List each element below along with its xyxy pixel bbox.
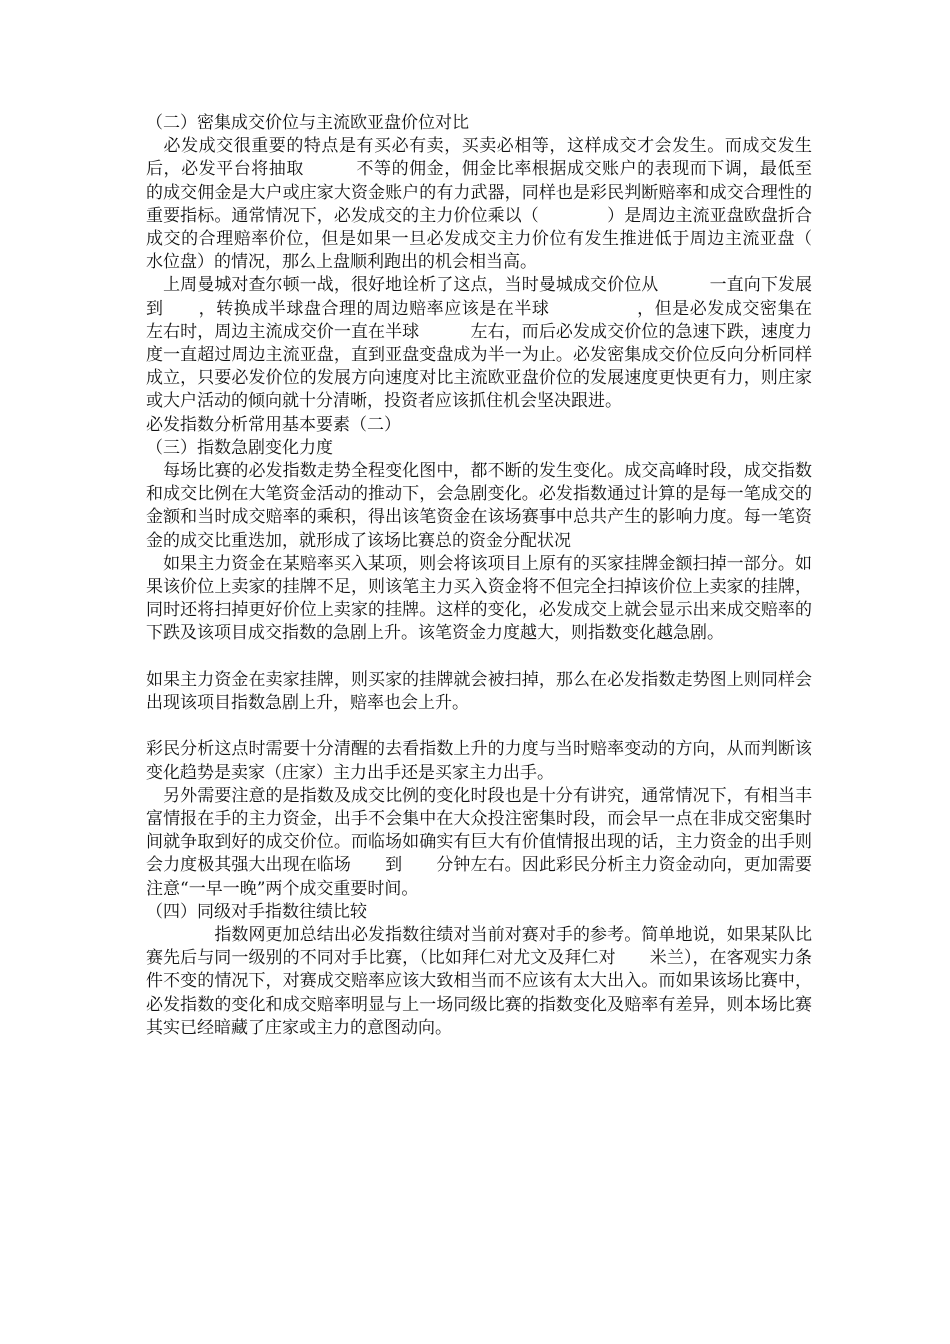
- section-4-heading: （四）同级对手指数往绩比较: [146, 901, 367, 922]
- section-3-heading: （三）指数急剧变化力度: [146, 437, 333, 458]
- blank-line: [146, 646, 812, 669]
- article-subtitle: 必发指数分析常用基本要素（二）: [146, 414, 401, 435]
- section-3-para-4: 彩民分析这点时需要十分清醒的去看指数上升的力度与当时赔率变动的方向，从而判断该变化趋势是卖家（庄家）主力出手还是买家主力出手。: [146, 739, 812, 783]
- section-4-para-1: 指数网更加总结出必发指数往绩对当前对赛对手的参考。简单地说，如果某队比赛先后与同一级别的不同对手比赛，（比如拜仁对尤文及拜仁对 米兰），在客观实力条件不变的情况下，对赛成交赔率应该大致相当而不应该有太大出入。而如果该场比赛中，必发指数的变化和成交赔率明显与上一场同级比赛的指数变化及赔率有差异，则本场比赛其实已经暗藏了庄家或主力的意图动向。: [146, 925, 812, 1038]
- blank-line: [146, 715, 812, 738]
- section-3-para-1: 每场比赛的必发指数走势全程变化图中，都不断的发生变化。成交高峰时段，成交指数和成交比例在大笔资金活动的推动下，会急剧变化。必发指数通过计算的是每一笔成交的金额和当时成交赔率的乘积，得出该笔资金在该场赛事中总共产生的影响力度。每一笔资金的成交比重迭加，就形成了该场比赛总的资金分配状况: [146, 461, 812, 551]
- document-page: [146, 112, 863, 1040]
- section-3-para-2: 如果主力资金在某赔率买入某项，则会将该项目上原有的买家挂牌金额扫掉一部分。如果该价位上卖家的挂牌不足，则该笔主力买入资金将不但完全扫掉该价位上卖家的挂牌，同时还将扫掉更好价位上卖家的挂牌。这样的变化，必发成交上就会显示出来成交赔率的下跌及该项目成交指数的急剧上升。该笔资金力度越大，则指数变化越急剧。: [146, 553, 812, 644]
- section-2-heading: （二）密集成交价位与主流欧亚盘价位对比: [146, 113, 469, 133]
- section-3-para-3: 如果主力资金在卖家挂牌，则买家的挂牌就会被扫掉，那么在必发指数走势图上则同样会出现该项目指数急剧上升，赔率也会上升。: [146, 669, 812, 714]
- section-2-para-1: 必发成交很重要的特点是有买必有卖，买卖必相等，这样成交才会发生。而成交发生后，必发平台将抽取 不等的佣金，佣金比率根据成交账户的表现而下调，最低至 的成交佣金是大户或庄家大资金账户的有力武器，同样也是彩民判断赔率和成交合理性的重要指标。通常情况下，必发成交的主力价位乘以（ ）是周边主流亚盘欧盘折合成交的合理赔率价位，但是如果一旦必发成交主力价位有发生推进低于周边主流亚盘（ 水位盘）的情况，那么上盘顺利跑出的机会相当高。: [146, 136, 852, 273]
- section-2-para-2: 上周曼城对查尔顿一战，很好地诠析了这点，当时曼城成交价位从 一直向下发展到 ，转换成半球盘合理的周边赔率应该是在半球 ，但是必发成交密集在 左右时，周边主流成交价一直在半球 左右，而后必发成交价位的急速下跌，速度力度一直超过周边主流亚盘，直到亚盘变盘成为半一为止。必发密集成交价位反向分析同样成立，只要必发价位的发展方向速度对比主流欧亚盘价位的发展速度更快更有力，则庄家或大户活动的倾向就十分清晰，投资者应该抓住机会坚决跟进。: [146, 275, 863, 412]
- section-3-para-5: 另外需要注意的是指数及成交比例的变化时段也是十分有讲究，通常情况下，有相当丰富情报在手的主力资金，出手不会集中在大众投注密集时段，而会早一点在非成交密集时间就争取到好的成交价位。而临场如确实有巨大有价值情报出现的话，主力资金的出手则会力度极其强大出现在临场 到 分钟左右。因此彩民分析主力资金动向，更加需要注意“一早一晚”两个成交重要时间。: [146, 785, 812, 899]
